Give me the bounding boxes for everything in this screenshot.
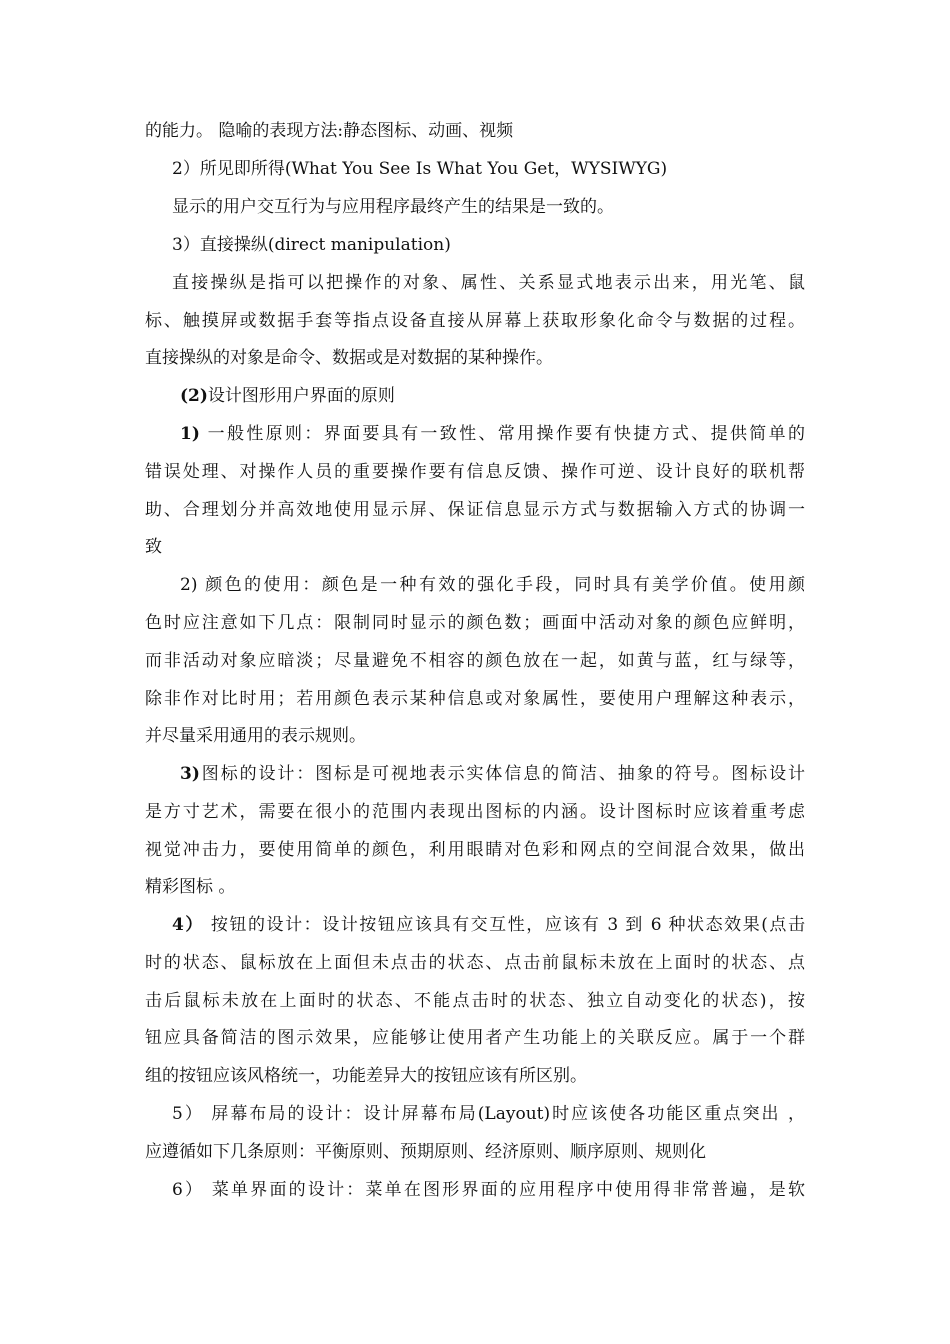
text-line: 应遵循如下几条原则：平衡原则、预期原则、经济原则、顺序原则、规则化 bbox=[145, 1142, 706, 1162]
section-heading: 2）所见即所得(What You See Is What You Get，WYSIWYG) bbox=[172, 159, 668, 179]
item-text: 一般性原则：界面要具有一致性、常用操作要有快捷方式、提供简单的 bbox=[199, 424, 805, 444]
principles-heading bbox=[180, 386, 805, 406]
text-line: 色时应注意如下几点：限制同时显示的颜色数；画面中活动对象的颜色应鲜明， bbox=[145, 613, 805, 633]
item-number: 3) bbox=[180, 764, 200, 784]
text-line: 精彩图标 。 bbox=[145, 877, 236, 897]
text-line: 助、合理划分并高效地使用显示屏、保证信息显示方式与数据输入方式的协调一 bbox=[145, 500, 805, 520]
text-line: 是方寸艺术，需要在很小的范围内表现出图标的内涵。设计图标时应该着重考虑 bbox=[145, 802, 805, 822]
text-line: 错误处理、对操作人员的重要操作要有信息反馈、操作可逆、设计良好的联机帮 bbox=[145, 462, 805, 482]
text-line: 而非活动对象应暗淡；尽量避免不相容的颜色放在一起，如黄与蓝，红与绿等， bbox=[145, 651, 805, 671]
text-line bbox=[180, 424, 805, 444]
text-line: 显示的用户交互行为与应用程序最终产生的结果是一致的。 bbox=[172, 197, 614, 217]
text-line: 6） 菜单界面的设计：菜单在图形界面的应用程序中使用得非常普遍，是软 bbox=[172, 1180, 805, 1200]
text-line bbox=[172, 915, 805, 935]
text-line: 击后鼠标未放在上面时的状态、不能点击时的状态、独立自动变化的状态)，按 bbox=[145, 991, 805, 1011]
text-line: 除非作对比时用；若用颜色表示某种信息或对象属性，要使用户理解这种表示， bbox=[145, 689, 805, 709]
heading-number: (2) bbox=[180, 386, 208, 406]
heading-text: 设计图形用户界面的原则 bbox=[207, 386, 395, 406]
text-line: 钮应具备简洁的图示效果，应能够让使用者产生功能上的关联反应。属于一个群 bbox=[145, 1028, 805, 1048]
section-heading: 3）直接操纵(direct manipulation) bbox=[172, 235, 451, 255]
item-number: 1) bbox=[180, 424, 200, 444]
text-line: 致 bbox=[145, 537, 162, 557]
text-line: 2) 颜色的使用：颜色是一种有效的强化手段，同时具有美学价值。使用颜 bbox=[180, 575, 805, 595]
item-text: 图标的设计：图标是可视地表示实体信息的简洁、抽象的符号。图标设计 bbox=[199, 764, 805, 784]
text-line: 并尽量采用通用的表示规则。 bbox=[145, 726, 366, 746]
item-number: 4） bbox=[172, 915, 204, 935]
text-line: 时的状态、鼠标放在上面但未点击的状态、点击前鼠标未放在上面时的状态、点 bbox=[145, 953, 805, 973]
text-line: 的能力。 隐喻的表现方法:静态图标、动画、视频 bbox=[145, 121, 514, 141]
text-line bbox=[180, 764, 805, 784]
text-line: 标、触摸屏或数据手套等指点设备直接从屏幕上获取形象化命令与数据的过程。 bbox=[145, 311, 805, 331]
text-line: 组的按钮应该风格统一，功能差异大的按钮应该有所区别。 bbox=[145, 1066, 587, 1086]
text-line: 直接操纵是指可以把操作的对象、属性、关系显式地表示出来，用光笔、鼠 bbox=[172, 273, 805, 293]
text-line: 视觉冲击力，要使用简单的颜色，利用眼睛对色彩和网点的空间混合效果，做出 bbox=[145, 840, 805, 860]
item-text: 按钮的设计：设计按钮应该具有交互性，应该有 3 到 6 种状态效果(点击 bbox=[203, 915, 805, 935]
text-line: 5） 屏幕布局的设计：设计屏幕布局(Layout)时应该使各功能区重点突出 ， bbox=[172, 1104, 805, 1124]
text-line: 直接操纵的对象是命令、数据或是对数据的某种操作。 bbox=[145, 348, 553, 368]
